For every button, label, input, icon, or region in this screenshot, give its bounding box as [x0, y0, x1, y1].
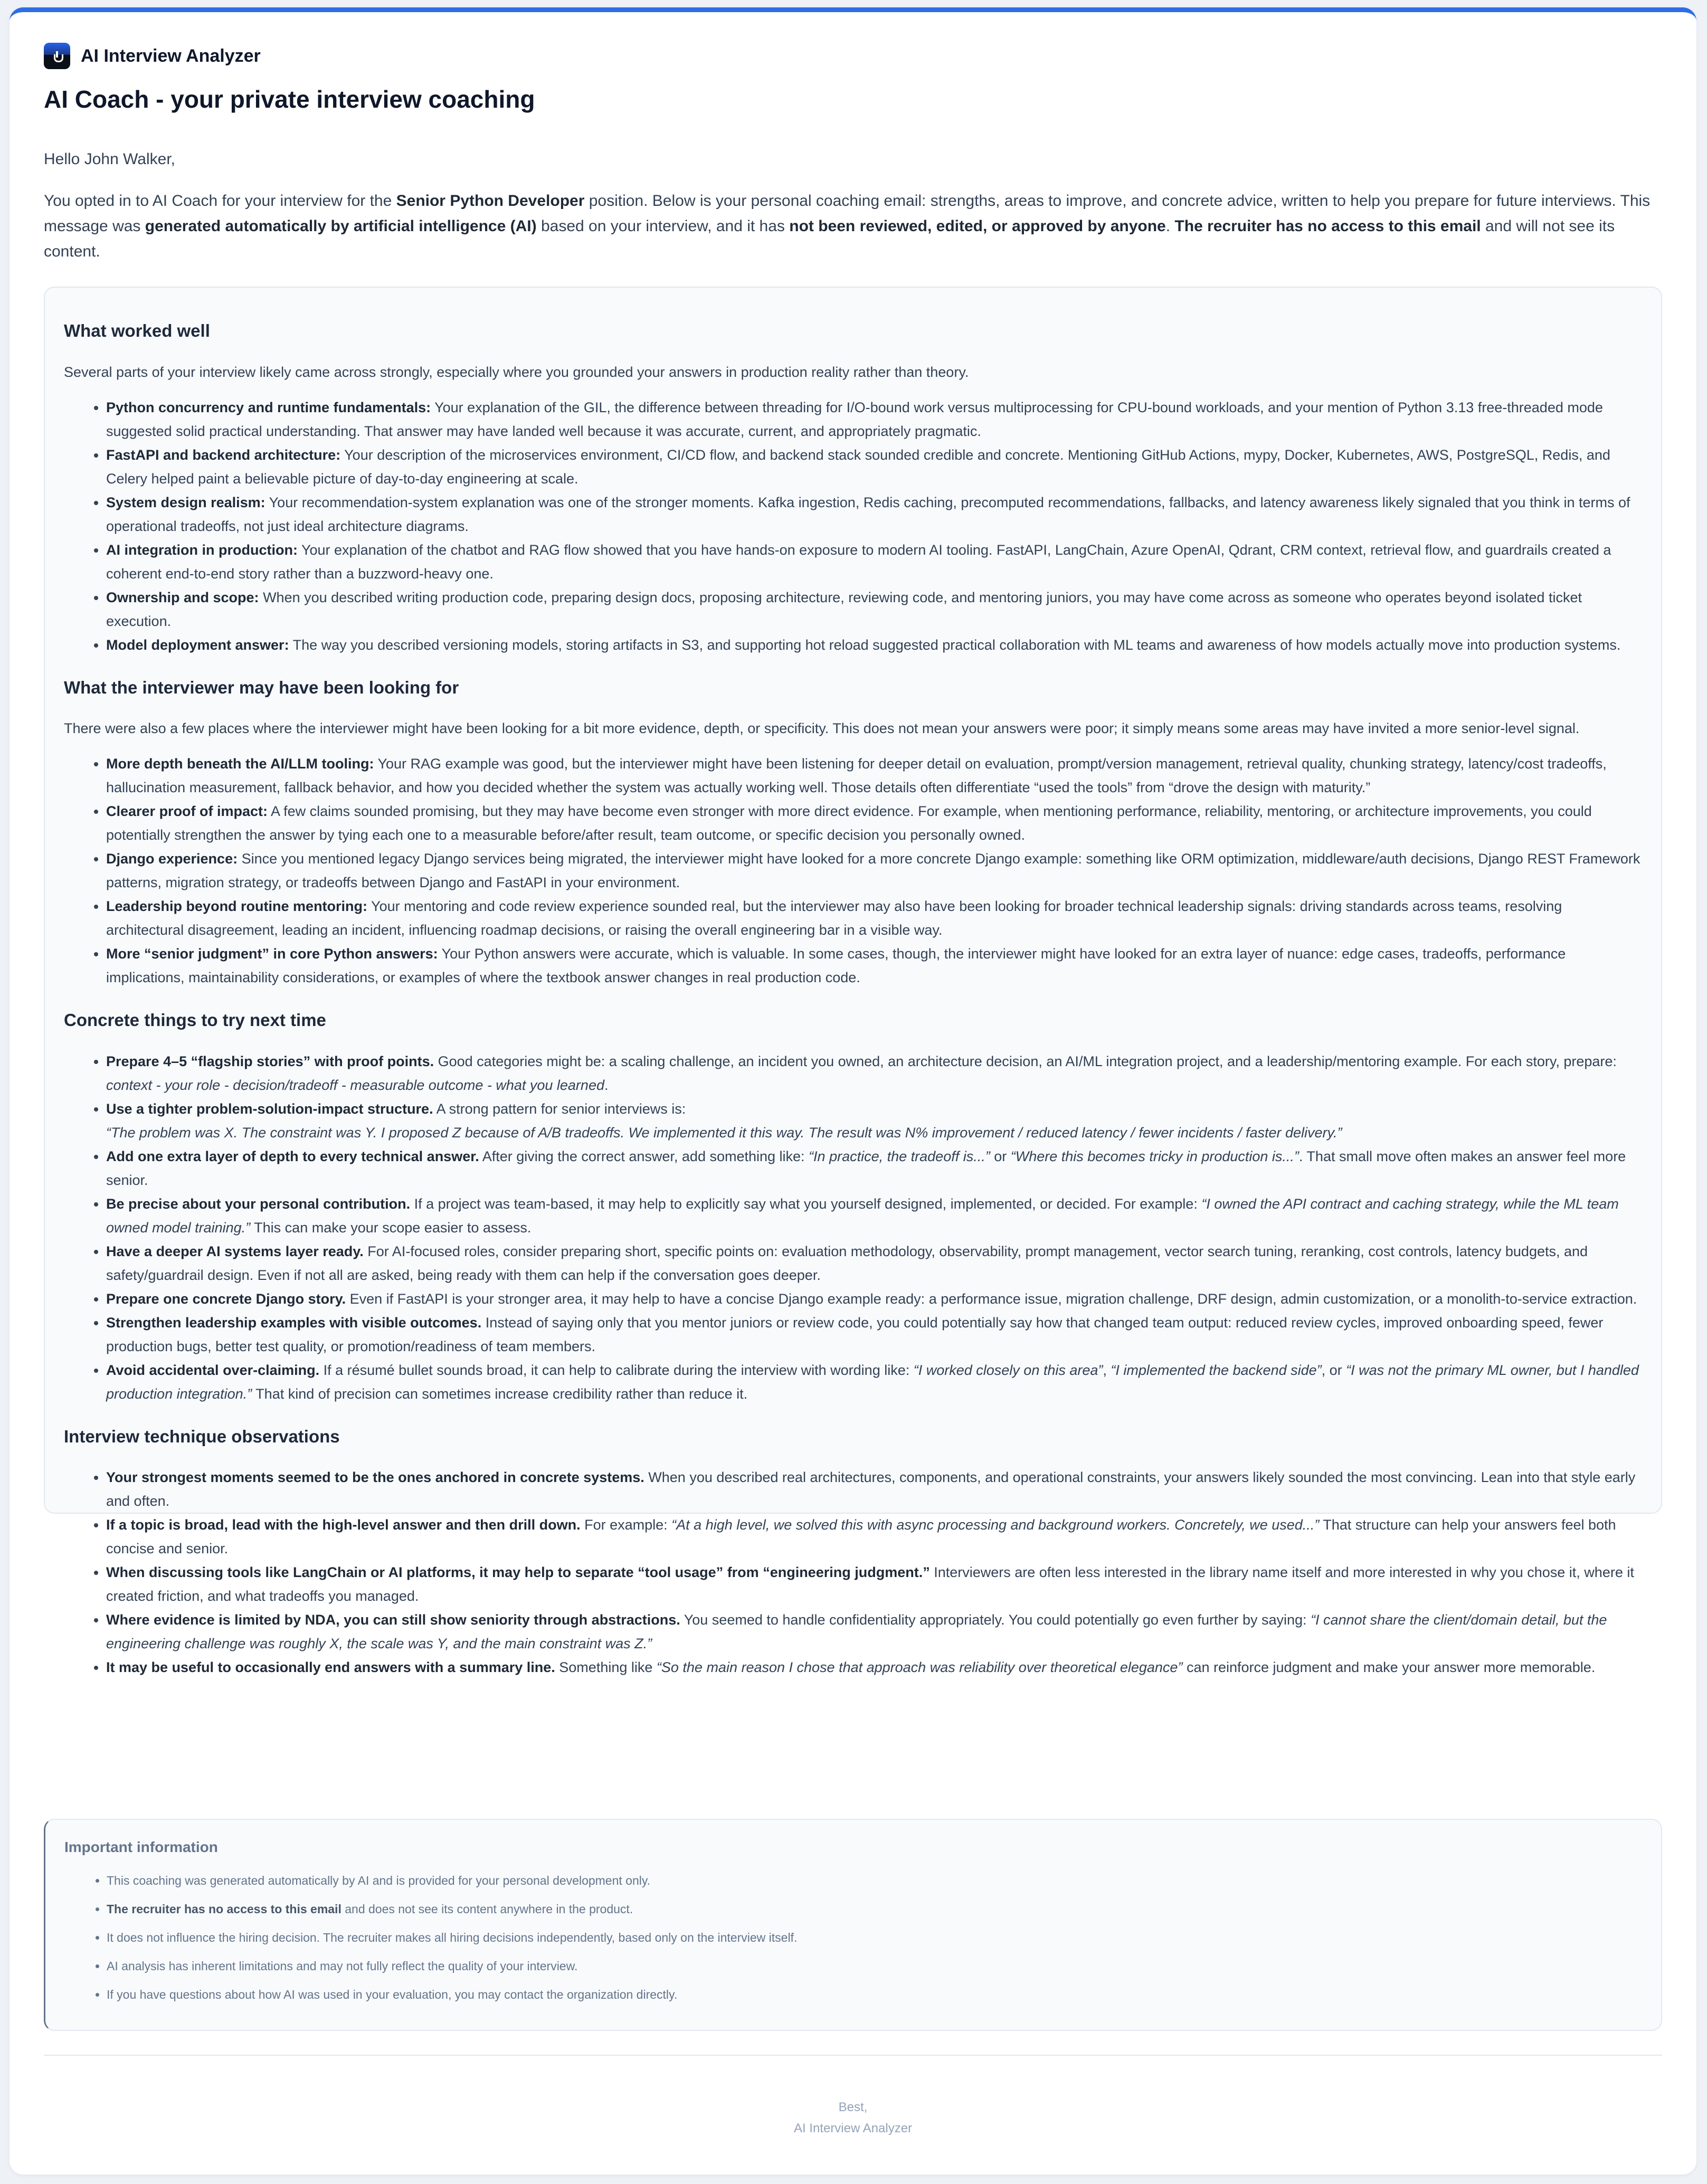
body-text: .	[1165, 217, 1175, 235]
section-heading: What worked well	[64, 321, 210, 340]
body-text: This can make your scope easier to assess.	[250, 1219, 532, 1236]
emphasis-text: AI integration in production:	[106, 542, 298, 558]
body-text: It does not influence the hiring decision. The recruiter makes all hiring decisions independently, based only on the interview itself.	[107, 1931, 798, 1944]
body-text: . That small move often makes an answer feel more senior.	[106, 1148, 1626, 1188]
body-text: or	[990, 1148, 1011, 1164]
notice-list	[64, 1866, 1642, 2009]
section-list	[64, 396, 1642, 657]
emphasis-text: Add one extra layer of depth to every technical answer.	[106, 1148, 479, 1164]
list-item	[106, 1466, 1642, 1513]
emphasis-text: More “senior judgment” in core Python answers:	[106, 946, 438, 962]
section-lead: Several parts of your interview likely came across strongly, especially where you grounded your answers in production reality rather than theory.	[64, 364, 969, 380]
list-item	[107, 1895, 1642, 1923]
brand-name: AI Interview Analyzer	[81, 45, 261, 66]
emphasis-text: Ownership and scope:	[106, 589, 259, 605]
body-text: ,	[1103, 1362, 1111, 1378]
emphasis-text: Senior Python Developer	[396, 192, 585, 210]
quoted-text: “I cannot share the client/domain detail, but the engineering challenge was roughly X, the scale was Y, and the main constraint was Z.”	[106, 1612, 1607, 1652]
section-technique-observations	[64, 1426, 1642, 1680]
body-text: Your RAG example was good, but the interviewer might have been listening for deeper detail on evaluation, prompt/version management, retrieval quality, chunking strategy, latency/cost tradeoffs, hallucination measurement, fallback behavior, and how you decided whether the system was actually working well. Those details often differentiate “used the tools” from “drove the design with maturity.”	[106, 756, 1607, 796]
list-item	[106, 752, 1642, 800]
body-text: Your description of the microservices environment, CI/CD flow, and backend stack sounded credible and concrete. Mentioning GitHub Actions, mypy, Docker, Kubernetes, AWS, PostgreSQL, Redis, and Celery helped paint a believable picture of day-to-day engineering at scale.	[106, 447, 1610, 487]
body-text: and will not see its content.	[44, 217, 1615, 260]
body-text: and does not see its content anywhere in the product.	[341, 1902, 633, 1916]
quoted-text: “I owned the API contract and caching strategy, while the ML team owned model training.”	[106, 1195, 1619, 1236]
body-text: AI analysis has inherent limitations and may not fully reflect the quality of your interview.	[107, 1959, 578, 1973]
section-interviewer-looking-for	[64, 677, 1642, 990]
body-text: Interviewers are often less interested in the library name itself and more interested in why you chose it, where it created friction, and what tradeoffs you managed.	[106, 1564, 1634, 1604]
body-text: When you described writing production code, preparing design docs, proposing architecture, reviewing code, and mentoring juniors, you may have come across as someone who operates beyond isolated ticket execution.	[106, 589, 1582, 629]
body-text: can reinforce judgment and make your answer more memorable.	[1182, 1659, 1596, 1676]
body-text: You opted in to AI Coach for your interview for the	[44, 192, 396, 210]
important-information-box	[44, 1819, 1662, 2031]
body-text: Since you mentioned legacy Django services being migrated, the interviewer might have looked for a more concrete Django example: something like ORM optimization, middleware/auth decisions, Django REST Framework patterns, migration strategy, or tradeoffs between Django and FastAPI in your environment.	[106, 851, 1640, 891]
body-text: Your mentoring and code review experience sounded real, but the interviewer may also have been looking for broader technical leadership signals: driving standards across teams, resolving architectural disagreement, leading an incident, influencing roadmap decisions, or raising the overall engineering bar in a visible way.	[106, 898, 1562, 938]
section-list	[64, 752, 1642, 990]
body-text: For example:	[580, 1517, 672, 1533]
body-text: based on your interview, and it has	[536, 217, 790, 235]
emphasis-text: Model deployment answer:	[106, 637, 289, 653]
emphasis-text: Be precise about your personal contribution.	[106, 1195, 411, 1212]
list-item	[106, 443, 1642, 491]
body-text: That structure can help your answers feel both concise and senior.	[106, 1517, 1616, 1557]
quoted-text: “In practice, the tradeoff is...”	[809, 1148, 990, 1164]
body-text: After giving the correct answer, add something like:	[479, 1148, 809, 1164]
list-item	[106, 1145, 1642, 1192]
section-list	[64, 1466, 1642, 1679]
body-text: A strong pattern for senior interviews is:	[433, 1100, 686, 1117]
signoff	[44, 2097, 1662, 2139]
list-item	[106, 1656, 1642, 1679]
emphasis-text: Leadership beyond routine mentoring:	[106, 898, 368, 915]
quoted-text: context - your role - decision/tradeoff - measurable outcome - what you learned	[106, 1077, 604, 1093]
emphasis-text: Strengthen leadership examples with visible outcomes.	[106, 1314, 482, 1331]
body-text: The way you described versioning models, storing artifacts in S3, and supporting hot reload suggested practical collaboration with ML teams and awareness of how models actually move into production systems.	[289, 637, 1621, 653]
body-text: , or	[1321, 1362, 1346, 1378]
list-item	[106, 895, 1642, 942]
list-item	[106, 1608, 1642, 1656]
emphasis-text: Python concurrency and runtime fundamentals:	[106, 399, 431, 415]
list-item	[107, 1923, 1642, 1952]
body-text: Your explanation of the chatbot and RAG flow showed that you have hands-on exposure to modern AI tooling. FastAPI, LangChain, Azure OpenAI, Qdrant, CRM context, retrieval flow, and guardrails created a coherent end-to-end story rather than a buzzword-heavy one.	[106, 542, 1611, 582]
emphasis-text: generated automatically by artificial intelligence (AI)	[145, 217, 537, 235]
body-text: position. Below is your personal coaching email: strengths, areas to improve, and concrete advice, written to help you prepare for future interviews. This message was	[44, 192, 1651, 235]
body-text: A few claims sounded promising, but they may have become even stronger with more direct evidence. For example, when mentioning performance, reliability, mentoring, or architecture improvements, you could potentially strengthen the answer by tying each one to a measurable before/after result, team outcome, or specific decision you personally owned.	[106, 803, 1592, 843]
list-item	[106, 800, 1642, 847]
emphasis-text: Prepare one concrete Django story.	[106, 1290, 346, 1307]
body-text: Your Python answers were accurate, which is valuable. In some cases, though, the interviewer might have looked for an extra layer of nuance: edge cases, tradeoffs, performance implications, maintainability considerations, or examples of where the textbook answer changes in real production code.	[106, 946, 1566, 986]
emphasis-text: Clearer proof of impact:	[106, 803, 268, 820]
list-item	[106, 1050, 1642, 1097]
body-text: If a project was team-based, it may help to explicitly say what you yourself designed, implemented, or decided. For example:	[410, 1195, 1202, 1212]
emphasis-text: Where evidence is limited by NDA, you can still show seniority through abstractions.	[106, 1612, 680, 1628]
email-card	[10, 7, 1696, 2174]
quoted-text: “I implemented the backend side”	[1111, 1362, 1322, 1378]
list-item	[106, 491, 1642, 538]
emphasis-text: Prepare 4–5 “flagship stories” with proof points.	[106, 1053, 434, 1069]
body-text: If you have questions about how AI was used in your evaluation, you may contact the organization directly.	[107, 1988, 678, 2001]
quoted-text: “Where this becomes tricky in production is...”	[1010, 1148, 1299, 1164]
list-item	[106, 847, 1642, 895]
body-text: That kind of precision can sometimes increase credibility rather than reduce it.	[252, 1385, 748, 1402]
emphasis-text: When discussing tools like LangChain or AI platforms, it may help to separate “tool usage” from “engineering judgment.”	[106, 1564, 930, 1581]
list-item	[106, 1097, 1642, 1145]
emphasis-text: More depth beneath the AI/LLM tooling:	[106, 756, 374, 772]
body-text: If a résumé bullet sounds broad, it can help to calibrate during the interview with wording like:	[319, 1362, 914, 1378]
section-heading: Interview technique observations	[64, 1426, 340, 1446]
emphasis-text: The recruiter has no access to this email	[107, 1902, 342, 1916]
body-text: When you described real architectures, components, and operational constraints, your answers likely sounded the most convincing. Lean into that style early and often.	[106, 1469, 1636, 1509]
page-title: AI Coach - your private interview coaching	[44, 86, 535, 113]
emphasis-text: not been reviewed, edited, or approved by anyone	[789, 217, 1166, 235]
brand-header	[44, 42, 261, 70]
emphasis-text: Use a tighter problem-solution-impact structure.	[106, 1100, 433, 1117]
list-item	[107, 1866, 1642, 1895]
section-concrete-next-time	[64, 1010, 1642, 1406]
list-item	[106, 1287, 1642, 1311]
signoff-sender: AI Interview Analyzer	[793, 2121, 913, 2135]
footer-divider	[44, 2055, 1662, 2056]
body-text: For AI-focused roles, consider preparing short, specific points on: evaluation methodology, observability, prompt management, vector search tuning, reranking, cost controls, latency budgets, and safety/guardrail design. Even if not all are asked, being ready with them can help if the conversation goes deeper.	[106, 1243, 1588, 1283]
list-item	[106, 1513, 1642, 1561]
section-lead: There were also a few places where the interviewer might have been looking for a bit more evidence, depth, or specificity. This does not mean your answers were poor; it simply means some areas may have invited a more senior-level signal.	[64, 720, 1580, 737]
quoted-text: “So the main reason I chose that approach was reliability over theoretical elegance”	[656, 1659, 1183, 1676]
list-item	[106, 1359, 1642, 1406]
emphasis-text: Avoid accidental over-claiming.	[106, 1362, 320, 1378]
body-text: Instead of saying only that you mentor juniors or review code, you could potentially say how that changed team output: reduced review cycles, improved onboarding speed, fewer production bugs, better test quality, or promotion/readiness of team members.	[106, 1314, 1604, 1354]
list-item	[106, 1311, 1642, 1359]
body-text: Good categories might be: a scaling challenge, an incident you owned, an architecture decision, an AI/ML integration project, and a leadership/mentoring example. For each story, prepare:	[434, 1053, 1617, 1069]
quoted-text: “At a high level, we solved this with async processing and background workers. Concretely, we used...”	[671, 1517, 1320, 1533]
quoted-text: “I worked closely on this area”	[913, 1362, 1103, 1378]
emphasis-text: If a topic is broad, lead with the high-level answer and then drill down.	[106, 1517, 581, 1533]
notice-heading: Important information	[64, 1839, 218, 1855]
section-list	[64, 1050, 1642, 1406]
emphasis-text: The recruiter has no access to this email	[1174, 217, 1481, 235]
body-text: Even if FastAPI is your stronger area, it may help to have a concise Django example ready: a performance issue, migration challenge, DRF design, admin customization, or a monolith-to-service extraction.	[346, 1290, 1637, 1307]
list-item	[106, 396, 1642, 443]
body-text: Something like	[555, 1659, 657, 1676]
list-item	[106, 633, 1642, 657]
section-what-worked-well	[64, 320, 1642, 657]
body-text: You seemed to handle confidentiality appropriately. You could potentially go even further by saying:	[680, 1612, 1311, 1628]
list-item	[106, 1561, 1642, 1608]
list-item	[107, 1980, 1642, 2009]
signoff-greeting: Best,	[838, 2100, 868, 2114]
list-item	[106, 1192, 1642, 1240]
body-text: Your explanation of the GIL, the difference between threading for I/O-bound work versus multiprocessing for CPU-bound workloads, and your mention of Python 3.13 free-threaded mode suggested solid practical understanding. That answer may have landed well because it was accurate, current, and appropriately pragmatic.	[106, 399, 1603, 439]
emphasis-text: Have a deeper AI systems layer ready.	[106, 1243, 364, 1259]
coaching-panel	[44, 287, 1662, 1676]
emphasis-text: FastAPI and backend architecture:	[106, 447, 341, 463]
body-text: This coaching was generated automatically by AI and is provided for your personal development only.	[107, 1874, 651, 1887]
list-item	[106, 538, 1642, 586]
list-item	[106, 586, 1642, 633]
quoted-text: “The problem was X. The constraint was Y. I proposed Z because of A/B tradeoffs. We implemented it this way. The result was N% improvement / reduced latency / fewer incidents / faster delivery.”	[106, 1124, 1342, 1141]
body-text: Your recommendation-system explanation was one of the stronger moments. Kafka ingestion, Redis caching, precomputed recommendations, fallbacks, and latency awareness likely signaled that you think in terms of operational tradeoffs, not just ideal architecture diagrams.	[106, 494, 1630, 534]
body-text: .	[604, 1077, 609, 1093]
section-heading: Concrete things to try next time	[64, 1010, 326, 1030]
emphasis-text: System design realism:	[106, 494, 265, 510]
greeting: Hello John Walker,	[44, 150, 175, 168]
emphasis-text: It may be useful to occasionally end answers with a summary line.	[106, 1659, 555, 1676]
list-item	[106, 1240, 1642, 1287]
section-heading: What the interviewer may have been looking for	[64, 677, 459, 697]
emphasis-text: Django experience:	[106, 851, 238, 867]
list-item	[106, 942, 1642, 990]
quoted-text: “I was not the primary ML owner, but I handled production integration.”	[106, 1362, 1639, 1402]
emphasis-text: Your strongest moments seemed to be the ones anchored in concrete systems.	[106, 1469, 644, 1486]
list-item	[107, 1952, 1642, 1980]
app-logo-icon	[44, 43, 70, 69]
intro-paragraph	[44, 188, 1662, 264]
